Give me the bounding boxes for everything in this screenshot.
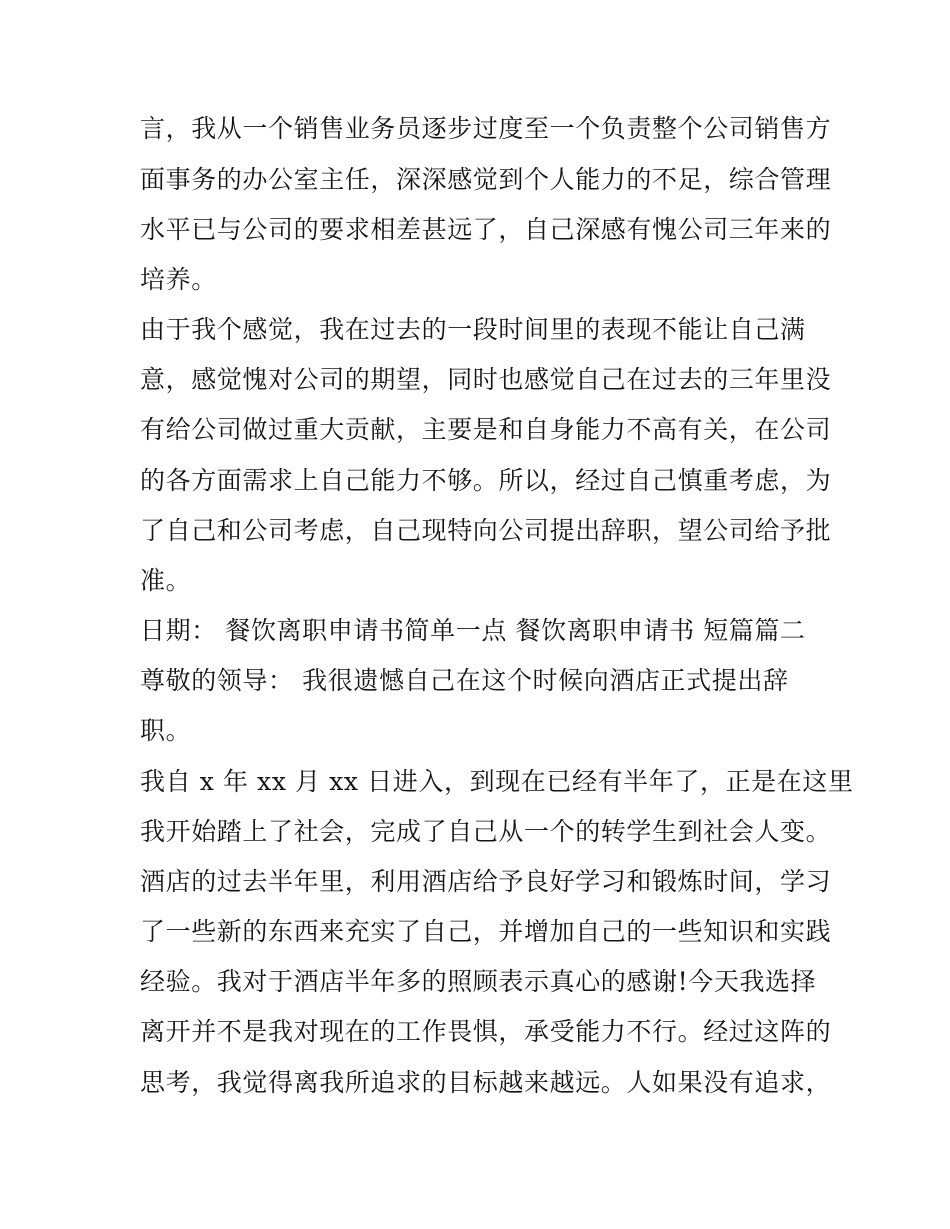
text-line: 了一些新的东西来充实了自己，并增加自己的一些知识和实践: [140, 917, 832, 946]
text-line: 有给公司做过重大贡献，主要是和自身能力不高有关，在公司: [140, 415, 832, 444]
text-line: 面事务的办公室主任，深深感觉到个人能力的不足，综合管理: [140, 165, 832, 194]
text-line: 我自 x 年 xx 月 xx 日进入，到现在已经有半年了，正是在这里: [140, 767, 854, 796]
text-line: 言，我从一个销售业务员逐步过度至一个负责整个公司销售方: [140, 114, 832, 143]
text-line: 由于我个感觉，我在过去的一段时间里的表现不能让自己满: [140, 315, 806, 344]
text-line: 意，感觉愧对公司的期望，同时也感觉自己在过去的三年里没: [140, 365, 832, 394]
text-line: 的各方面需求上自己能力不够。所以，经过自己慎重考虑，为: [140, 466, 832, 495]
text-line: 准。: [140, 566, 192, 595]
text-line: 培养。: [140, 265, 217, 294]
date-heading-line: 日期： 餐饮离职申请书简单一点 餐饮离职申请书 短篇篇二: [140, 616, 806, 645]
text-line: 经验。我对于酒店半年多的照顾表示真心的感谢!今天我选择: [140, 967, 817, 996]
salutation-line: 尊敬的领导： 我很遗憾自己在这个时候向酒店正式提出辞: [140, 666, 789, 695]
text-line: 离开并不是我对现在的工作畏惧，承受能力不行。经过这阵的: [140, 1017, 832, 1046]
text-line: 我开始踏上了社会，完成了自己从一个的转学生到社会人变。: [140, 817, 832, 846]
text-line: 了自己和公司考虑，自己现特向公司提出辞职，望公司给予批: [140, 516, 832, 545]
text-line: 思考，我觉得离我所追求的目标越来越远。人如果没有追求，: [140, 1068, 832, 1097]
text-line: 水平已与公司的要求相差甚远了，自己深感有愧公司三年来的: [140, 215, 832, 244]
text-line: 职。: [140, 716, 192, 745]
text-line: 酒店的过去半年里，利用酒店给予良好学习和锻炼时间，学习: [140, 867, 832, 896]
